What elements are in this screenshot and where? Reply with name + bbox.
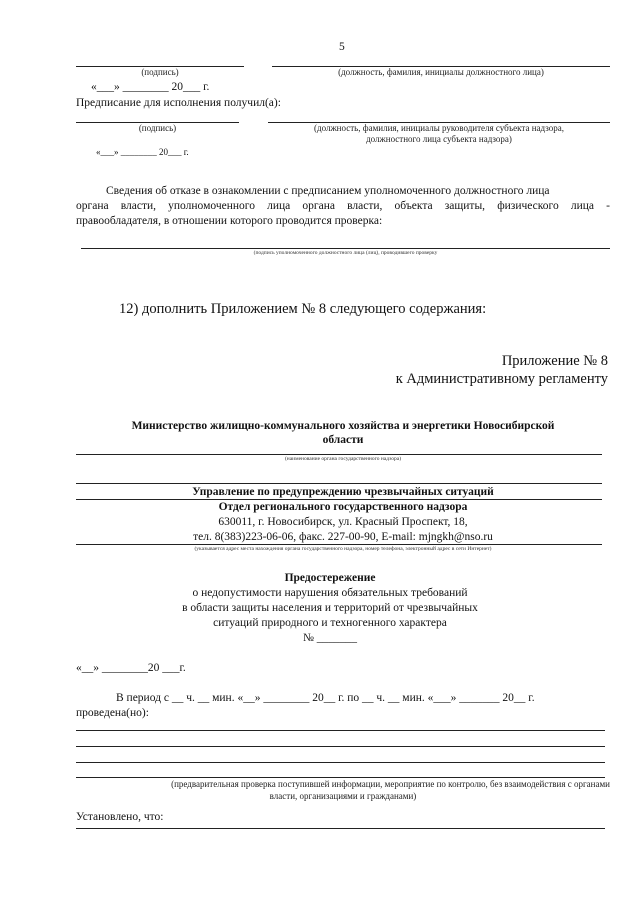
amendment-text: 12) дополнить Приложением № 8 следующего содержания: <box>119 301 487 317</box>
date-line: «___» ________ 20___ г. <box>91 81 210 93</box>
position-caption-line1: (должность, фамилия, инициалы руководителя субъекта надзора, <box>314 123 564 133</box>
established-label: Установлено, что: <box>76 811 164 823</box>
warning-title: Предостережение <box>284 572 376 584</box>
department-contacts: тел. 8(383)223-06-06, факс. 227-00-90, E-mail: mjngkh@nso.ru <box>193 531 493 543</box>
activity-caption-line-2: власти, организациями и гражданами) <box>269 791 417 801</box>
ministry-line-2: области <box>322 434 364 446</box>
refusal-signature-line <box>81 248 610 249</box>
fill-line <box>76 828 605 829</box>
position-caption-line2: должностного лица субъекта надзора) <box>366 134 512 144</box>
date-line: «___» ________ 20___ г. <box>96 147 189 157</box>
warning-line-3: ситуаций природного и техногенного характера <box>213 617 447 629</box>
received-label: Предписание для исполнения получил(а): <box>76 97 281 109</box>
warning-line-2: в области защиты населения и территорий от чрезвычайных <box>182 602 478 614</box>
warning-date: «__» ________20 ___г. <box>76 662 186 674</box>
period-line-1: В период с __ ч. __ мин. «__» ________ 20__ г. по __ ч. __ мин. «___» _______ 20__ г. <box>116 692 535 704</box>
department-address: 630011, г. Новосибирск, ул. Красный Проспект, 18, <box>218 516 468 528</box>
ministry-line <box>76 454 602 455</box>
period-line-2: проведена(но): <box>76 707 149 719</box>
fill-line <box>76 777 605 778</box>
department-line-1: Управление по предупреждению чрезвычайных ситуаций <box>192 486 494 498</box>
department-caption: (указывается адрес места нахождения органа государственного надзора, номер телефона, электронный адрес в сети Интернет) <box>194 546 492 552</box>
ministry-line-1: Министерство жилищно-коммунального хозяйства и энергетики Новосибирской <box>131 420 555 432</box>
page-number: 5 <box>339 41 345 53</box>
appendix-title: Приложение № 8 <box>501 353 608 369</box>
refusal-caption: (подпись уполномоченного должностного лица (лиц), проводившего проверку <box>253 250 438 256</box>
refusal-line-2: органа власти, уполномоченного лица органа власти, объекта защиты, физического лица - <box>76 200 610 212</box>
activity-caption-line-1: (предварительная проверка поступившей информации, мероприятие по контролю, без взаимодействия с органами <box>171 779 610 789</box>
fill-line <box>76 730 605 731</box>
department-bottom-line <box>76 544 602 545</box>
fill-line <box>76 746 605 747</box>
signature-caption: (подпись) <box>141 67 179 77</box>
department-line-2: Отдел регионального государственного надзора <box>218 501 468 513</box>
warning-number: № _______ <box>302 632 358 644</box>
position-caption: (должность, фамилия, инициалы должностного лица) <box>338 67 544 77</box>
warning-line-1: о недопустимости нарушения обязательных требований <box>192 587 468 599</box>
signature-caption: (подпись) <box>138 123 177 133</box>
refusal-line-3: правообладателя, в отношении которого проводится проверка: <box>76 215 383 227</box>
fill-line <box>76 762 605 763</box>
ministry-caption: (наименование органа государственного надзора) <box>284 456 402 462</box>
appendix-subtitle: к Административному регламенту <box>395 371 608 387</box>
refusal-line-1: Сведения об отказе в ознакомлении с предписанием уполномоченного должностного лица <box>106 185 550 197</box>
department-top-line <box>76 483 602 484</box>
